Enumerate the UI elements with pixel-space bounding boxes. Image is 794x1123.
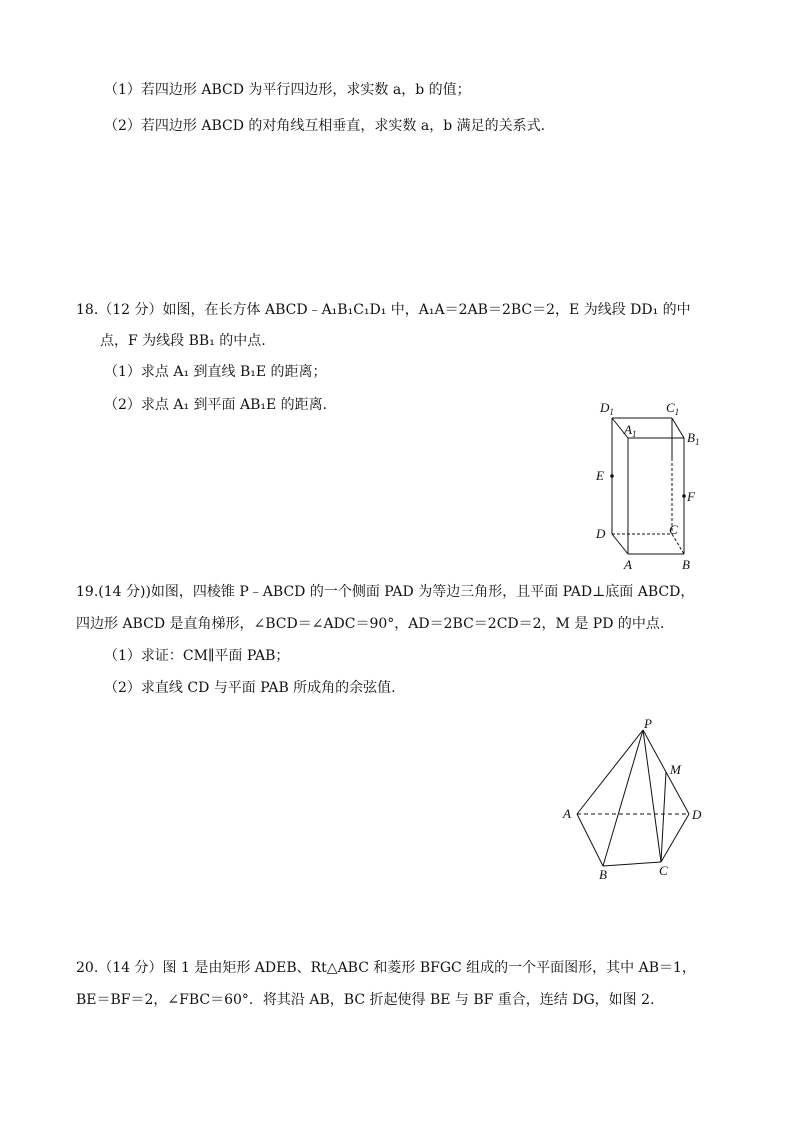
- q18-stem-line1: 18.（12 分）如图，在长方体 ABCD﹣A₁B₁C₁D₁ 中，A₁A＝2AB＝2BC＝2，E 为线段 DD₁ 的中: [76, 302, 691, 318]
- label-A: A: [624, 557, 632, 572]
- label-A: A: [563, 806, 571, 821]
- q18-part1: （1）求点 A₁ 到直线 B₁E 的距离；: [104, 364, 327, 380]
- q18-stem-line2: 点，F 为线段 BB₁ 的中点.: [100, 333, 266, 349]
- label-D: D: [692, 807, 702, 822]
- label-C: C: [659, 863, 668, 878]
- label-B: B: [599, 867, 607, 882]
- q20-stem-line1: 20.（14 分）图 1 是由矩形 ADEB、Rt△ABC 和菱形 BFGC 组成的一个平面图形，其中 AB＝1，: [76, 960, 696, 976]
- cuboid-figure: [588, 396, 718, 576]
- q19-stem-line1: 19.(14 分))如图，四棱锥 P﹣ABCD 的一个侧面 PAD 为等边三角形，且平面 PAD⊥底面 ABCD，: [76, 584, 695, 600]
- label-B: B: [682, 557, 690, 572]
- label-D: D: [596, 526, 606, 541]
- label-C: C: [669, 522, 678, 537]
- label-E: E: [596, 468, 604, 483]
- q19-part2: （2）求直线 CD 与平面 PAB 所成角的余弦值.: [104, 680, 396, 696]
- q20-stem-line2: BE＝BF＝2，∠FBC＝60°．将其沿 AB，BC 折起使得 BE 与 BF 重合，连结 DG，如图 2.: [76, 992, 655, 1008]
- q17-part1: （1）若四边形 ABCD 为平行四边形，求实数 a，b 的值；: [104, 82, 471, 98]
- label-C1: $C_1$: [666, 400, 680, 417]
- q19-part1: （1）求证：CM∥平面 PAB；: [104, 648, 290, 664]
- label-D1: $D_1$: [600, 400, 614, 417]
- label-F: F: [687, 489, 695, 504]
- pyramid-figure: [555, 716, 725, 886]
- q19-stem-line2: 四边形 ABCD 是直角梯形，∠BCD＝∠ADC＝90°，AD＝2BC＝2CD＝2，M 是 PD 的中点.: [76, 616, 665, 632]
- q17-part2: （2）若四边形 ABCD 的对角线互相垂直，求实数 a，b 满足的关系式.: [104, 118, 546, 134]
- label-P: P: [644, 716, 652, 731]
- q18-part2: （2）求点 A₁ 到平面 AB₁E 的距离.: [104, 397, 328, 413]
- label-M: M: [670, 762, 681, 777]
- label-B1: $B_1$: [687, 430, 700, 447]
- label-A1: $A_1$: [624, 422, 637, 439]
